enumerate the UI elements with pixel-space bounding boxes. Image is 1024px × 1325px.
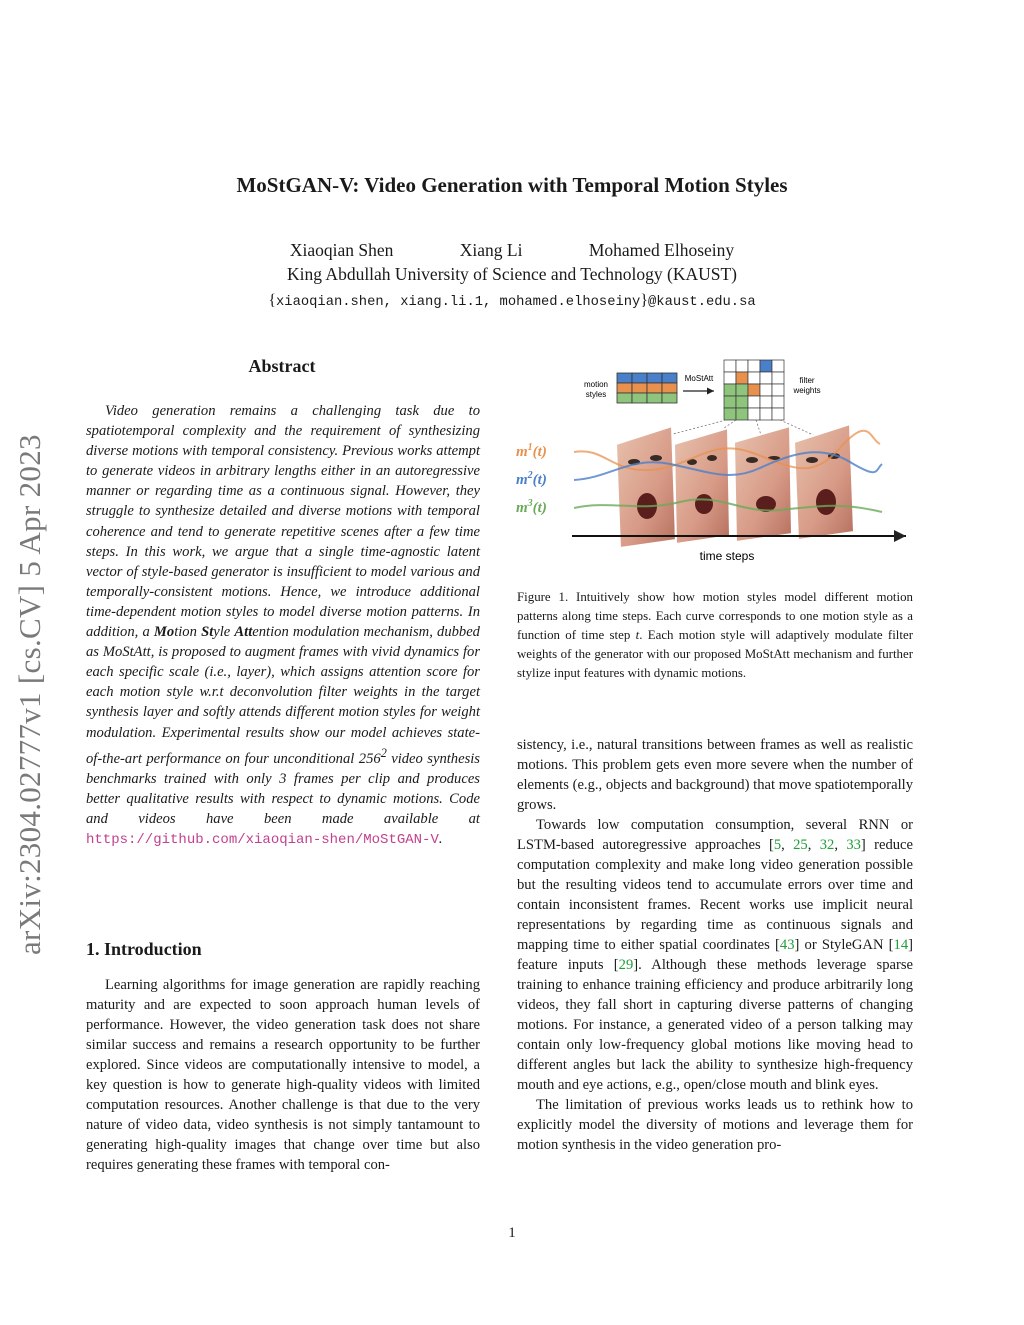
arxiv-stamp: arXiv:2304.02777v1 [cs.CV] 5 Apr 2023 xyxy=(12,434,47,955)
video-frame-2 xyxy=(674,428,730,544)
citation-link[interactable]: 29 xyxy=(618,957,634,973)
curve-label-m3: $m^3(t)$ xyxy=(516,498,547,516)
page-number: 1 xyxy=(508,1225,516,1241)
filter-weights-label-2: weights xyxy=(793,386,821,395)
caption-text: . Each motion style will adaptively modulate filter weights of the generator with our proposed MoStAtt mechanism and further stylize input features with dynamic motions. xyxy=(517,628,913,680)
paper-title: MoStGAN-V: Video Generation with Temporal Motion Styles xyxy=(236,173,788,197)
author-name: Mohamed Elhoseiny xyxy=(588,240,735,260)
abstract-text: tion xyxy=(174,624,202,641)
citation-link[interactable]: 14 xyxy=(893,937,909,953)
video-frame-1 xyxy=(616,426,676,548)
figure-1-diagram xyxy=(510,352,920,572)
citation-link[interactable]: 25 xyxy=(793,837,808,853)
right-paragraph-3: The limitation of previous works leads us to rethink how to explicitly model the diversity of motions and leverage them for motion synthesis in the video generation pro- xyxy=(517,1097,913,1153)
right-paragraph-2: Towards low computation consumption, several RNN or LSTM-based autoregressive approaches [5, 25, 32, 33] reduce computation complexity and make long video generation possible but the resulting videos tend to accumulate errors over time and contain inconsistent frames. Recent works use implicit neural representations by regarding time as continuous signals and mapping time to either spatial coordinates [43] or StyleGAN [14] feature inputs [29]. Although these methods leverage sparse training to enhance training efficiency and produce arbitrarily long videos, they fall short in capturing diverse patterns of changing motions. For instance, a generated video of a person talking may contain only low-frequency global motions like moving head to different angles but lack the ability to synthesize high-frequency mouth and eye actions, e.g., open/close mouth and blink eyes. xyxy=(517,817,913,1093)
right-paragraph-1: sistency, i.e., natural transitions between frames as well as realistic motions. This problem gets even more severe when the number of elements (e.g., objects and background) that move spatiotemporally grows. xyxy=(517,737,913,813)
caption-text: Figure 1. Intuitively show how motion styles model different motion patterns along time steps. Each curve corresponds to one motion style as a function of time step xyxy=(517,590,913,642)
citation-link[interactable]: 43 xyxy=(779,937,795,953)
author-name: Xiang Li xyxy=(459,240,523,260)
citation-link[interactable]: 33 xyxy=(846,837,861,853)
abstract-superscript: 2 xyxy=(380,745,387,760)
para-text: ] reduce computation complexity and make long video generation possible but the resulting videos tend to accumulate errors over time and contain inconsistent frames. Recent works use implicit neural representations by regarding time as continuous signals and mapping time to either spatial coordinates [ xyxy=(517,837,913,953)
citation-link[interactable]: 32 xyxy=(819,837,835,853)
abstract-text: yle xyxy=(213,624,235,641)
github-link[interactable]: https://github.com/xiaoqian-shen/MoStGAN-V xyxy=(86,831,439,848)
curve-label-m1: $m^1(t)$ xyxy=(516,442,547,460)
para-text: ] feature inputs [ xyxy=(517,937,913,973)
intro-paragraph: Learning algorithms for image generation are rapidly reaching maturity and are expected to soon approach human levels of performance. However, the video generation task does not share similar success and remains a research opportunity to be further explored. Since videos are computationally intensive to model, a key question is how to generate high-quality videos with limited computation resources. Another challenge is that due to the very nature of video data, video synthesis is not simply tantamount to generating high-quality images that change over time but also requires generating these frames with temporal con- xyxy=(86,977,480,1173)
section-heading-introduction: 1. Introduction xyxy=(86,939,202,959)
time-axis-label: time steps xyxy=(699,549,755,563)
abstract-heading: Abstract xyxy=(248,356,316,376)
email-domain: @kaust.edu.sa xyxy=(648,295,756,310)
affiliation: King Abdullah University of Science and Technology (KAUST) xyxy=(287,264,737,284)
abstract-text: ention modulation mechanism, dubbed as MoStAtt, is proposed to augment frames with vivid dynamics for each specific scale (i.e., layer), which assigns attention score for each motion style w.r.t deconvolution filter weights in the target synthesis layer and softly attends different motion styles for weight modulation. Experimental results show our model achieves state-of-the-art performance on four unconditional 256 xyxy=(86,624,480,767)
citation-link[interactable]: 5 xyxy=(773,837,782,853)
para-text: Towards low computation consumption, several RNN or LSTM-based autoregressive approaches [ xyxy=(517,817,913,853)
abstract-bold-mo: Mo xyxy=(153,624,175,641)
right-column-body xyxy=(517,735,913,1155)
abstract-text: . xyxy=(438,830,443,847)
curve-label-m2: $m^2(t)$ xyxy=(516,470,547,488)
abstract-bold-att: Att xyxy=(234,624,253,641)
author-name: Xiaoqian Shen xyxy=(289,240,394,260)
motion-styles-label-2: styles xyxy=(585,390,607,399)
para-text: ]. Although these methods leverage sparse training to enhance training efficiency and produce arbitrarily long videos, they fall short in capturing diverse patterns of changing motions. For instance, a generated video of a person talking may contain only low-frequency global motions like moving head to different angles but lack the ability to synthesize high-frequency mouth and eye actions, e.g., open/close mouth and blink eyes. xyxy=(517,957,913,1093)
figure-caption xyxy=(517,588,913,683)
author-list xyxy=(0,240,1024,261)
filter-weights-label-1: filter xyxy=(799,376,815,385)
email-names: xiaoqian.shen, xiang.li.1, mohamed.elhoseiny xyxy=(276,295,641,310)
abstract-bold-st: St xyxy=(201,624,214,641)
video-frame-3 xyxy=(734,426,792,542)
motion-styles-label-1: motion xyxy=(583,380,609,389)
para-text: ] or StyleGAN [ xyxy=(794,937,894,953)
motion-styles-grid xyxy=(617,373,677,403)
author-email[interactable]: {xiaoqian.shen, xiang.li.1, mohamed.elhoseiny}@kaust.edu.sa xyxy=(268,292,756,310)
filter-weights-grid xyxy=(724,360,784,420)
abstract-text: video synthesis benchmarks trained with only 3 frames per clip and produces better qualitative results with respect to dynamic motions. Code and videos have been made available at xyxy=(86,750,480,827)
mostatt-arrow-label: MoStAtt xyxy=(684,374,714,383)
abstract-text: Video generation remains a challenging task due to spatiotemporal complexity and the requirement of synthesizing diverse motions with temporal consistency. Previous works attempt to generate videos in arbitrary lengths either in an autoregressive manner or regarding time as a continuous signal. However, they struggle to synthesize detailed and diverse motions with temporal coherence and tend to generate repetitive scenes after a few time steps. In this work, we argue that a single time-agnostic latent vector of style-based generator is insufficient to model various and temporally-consistent motions. Hence, we introduce additional time-dependent motion styles to model diverse motion patterns. In addition, a xyxy=(86,403,480,641)
abstract-body xyxy=(86,401,480,850)
figure-1 xyxy=(510,352,920,577)
caption-math-t: t xyxy=(635,628,640,642)
